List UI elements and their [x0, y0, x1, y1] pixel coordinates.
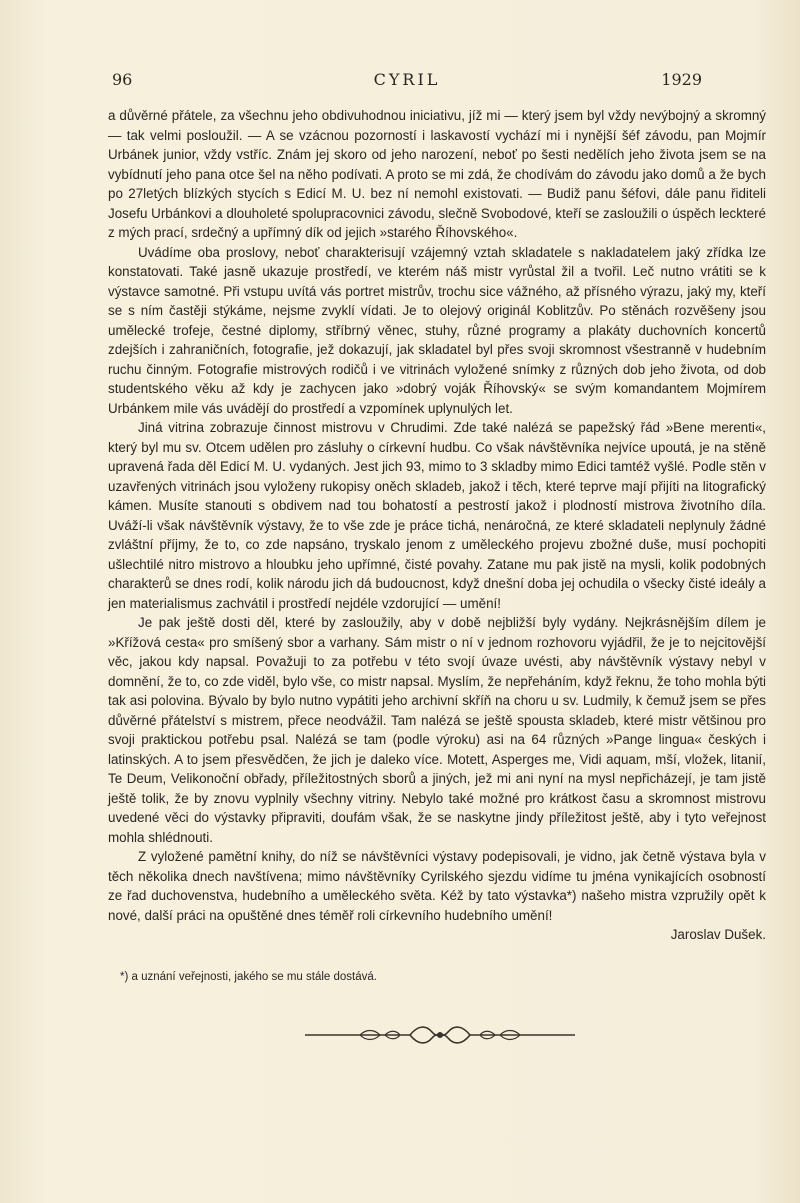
article-body	[108, 106, 766, 945]
footnote: *) a uznání veřejnosti, jakého se mu stále dostává.	[120, 971, 377, 983]
ornament-divider	[300, 1020, 580, 1050]
paragraph-1: a důvěrné přátele, za všechnu jeho obdivuhodnou iniciativu, jíž mi — který jsem byl vždy nevýbojný a skromný — tak velmi posloužil. — A se vzácnou pozorností i laskavostí vychází mi i nynější šéf závodu, pan Mojmír Urbánek junior, vždy vstříc. Znám jej skoro od jeho narození, neboť po šesti nedělích jeho života jsem se na vybídnutí jeho pana otce šel na něho podívati. A proto se mi zdá, že chodívám do závodu jako domů a že bych po 27letých blízkých stycích s Edicí M. U. bez ní nemohl existovati. — Budiž panu šéfovi, dále panu řiditeli Josefu Urbánkovi a dlouholeté spolupracovnici závodu, slečně Svobodové, kteří se zasloužili o úspěch leckteré z mých prací, srdečný a upřímný dík od jejich »starého Říhovského«.	[108, 108, 767, 240]
paragraph-4: Je pak ještě dosti děl, které by zasloužily, aby v době nejbližší byly vydány. Nejkrásnějším dílem je »Křížová cesta« pro smíšený sbor a varhany. Sám mistr o ní v jednom rozhovoru vyjádřil, že je to nejcitovější věc, jakou kdy napsal. Považuji to za potřebu v této svojí úvaze uvésti, aby návštěvník výstavy nebyl v domnění, že to, co zde viděl, bylo vše, co mistr napsal. Myslím, že nepřeháním, když řeknu, že toho mohla býti tak asi polovina. Bývalo by bylo nutno vypátiti jeho archivní skříň na choru u sv. Ludmily, k čemuž jsem se přes důvěrné přátelství s mistrem, přece neodvážil. Tam nalézá se ještě spousta skladeb, které mistr většinou pro svoji praktickou potřebu psal. Nalézá se tam (podle výroku) asi na 64 různých »Pange lingua« českých i latinských. A to jsem přesvědčen, že jich je daleko více. Motett, Asperges me, Vidi aquam, mší, vložek, litanií, Te Deum, Velikonoční obřady, příležitostných sborů a jiných, jež mi ani nyní na mysl nepřicházejí, je tam jistě ještě tolik, že by znovu vyplnily všechny vitriny. Nebylo také možné pro krátkost času a skromnost mistrovu uvedené věci do výstavky připraviti, doufám však, že se naskytne jindy příležitost ještě, aby i tyto veřejnost mohla shlédnouti.	[108, 615, 766, 845]
running-title: CYRIL	[373, 70, 441, 89]
paragraph-5: Z vyložené pamětní knihy, do níž se návštěvníci výstavy podepisovali, je vidno, jak četně výstava byla v těch několika dnech navštívena; mimo návštěvníky Cyrilského sjezdu vidíme tu jména vynikajících osobností ze řad duchovenstva, hudebního a uměleckého světa. Kéž by tato výstavka*) našeho mistra vzpružily opět k nové, další práci na opuštěné dnes téměř roli církevního hudebního umění!	[108, 849, 766, 923]
paragraph-3: Jiná vitrina zobrazuje činnost mistrovu v Chrudimi. Zde také nalézá se papežský řád »Bene merenti«, který byl mu sv. Otcem udělen pro zásluhy o církevní hudbu. Co však návštěvníka nejvíce upoutá, je na stěně upravená řada děl Edicí M. U. vydaných. Jest jich 93, mimo to 3 skladby mimo Edici tamtéž vyšlé. Podle stěn v uzavřených vitrinách jsou vyloženy rukopisy oněch skladeb, jakož i těch, které teprve mají přijíti na litografický kámen. Musíte stanouti s obdivem nad tou bohatostí a pestrostí jakož i plodností mistrova životního díla. Uváží-li však návštěvník výstavy, že to vše zde je práce tichá, nenáročná, ze které skladateli neplynuly žádné zvláštní příjmy, že to, co zde napsáno, tryskalo jenom z uměleckého projevu zbožné duše, musí pochopiti ušlechtilé nitro mistrovo a hloubku jeho upřímné, čisté povahy. Zatane mu pak jistě na mysli, kolik podobných charakterů se dnes rodí, kolik národu jich dá budoucnost, když dnešní doba jej ochudila o všecky čisté ideály a jen materialismus zachvátil i prostředí nejdéle vzdorující — umění!	[108, 420, 766, 611]
author-signature: Jaroslav Dušek.	[670, 927, 766, 942]
page-header	[112, 70, 702, 92]
paragraph-2: Uvádíme oba proslovy, neboť charakterisují vzájemný vztah skladatele s nakladatelem jaký zřídka lze konstatovati. Také jasně ukazuje prostředí, ve kterém náš mistr vyrůstal žil a tvořil. Leč nutno vrátiti se k výstavce samotné. Při vstupu uvítá vás portret mistrův, trochu sice vážného, až přísného výrazu, jaký my, kteří se s ním častěji stýkáme, nejsme zvyklí vídati. Je to olejový originál Koblitzův. Po stěnách rozvěšeny jsou umělecké trofeje, čestné diplomy, stříbrný věnec, stuhy, různé programy a plakáty duchovních koncertů zdejších i zahraničních, fotografie, jež dokazují, jak skladatel byl přes svoji skromnost všestranně v hudebním ruchu činným. Fotografie mistrových rodičů i ve vitrinách vyložené snímky z různých dob jeho života, od dob studentského věku až kdy je zachycen jako »dobrý voják Říhovský« se svým komandantem Mojmírem Urbánkem mile vás uvádějí do prostředí a vzpomínek uplynulých let.	[108, 244, 766, 416]
year: 1929	[661, 70, 702, 89]
signature-line	[108, 925, 766, 945]
page-number: 96	[112, 70, 133, 89]
